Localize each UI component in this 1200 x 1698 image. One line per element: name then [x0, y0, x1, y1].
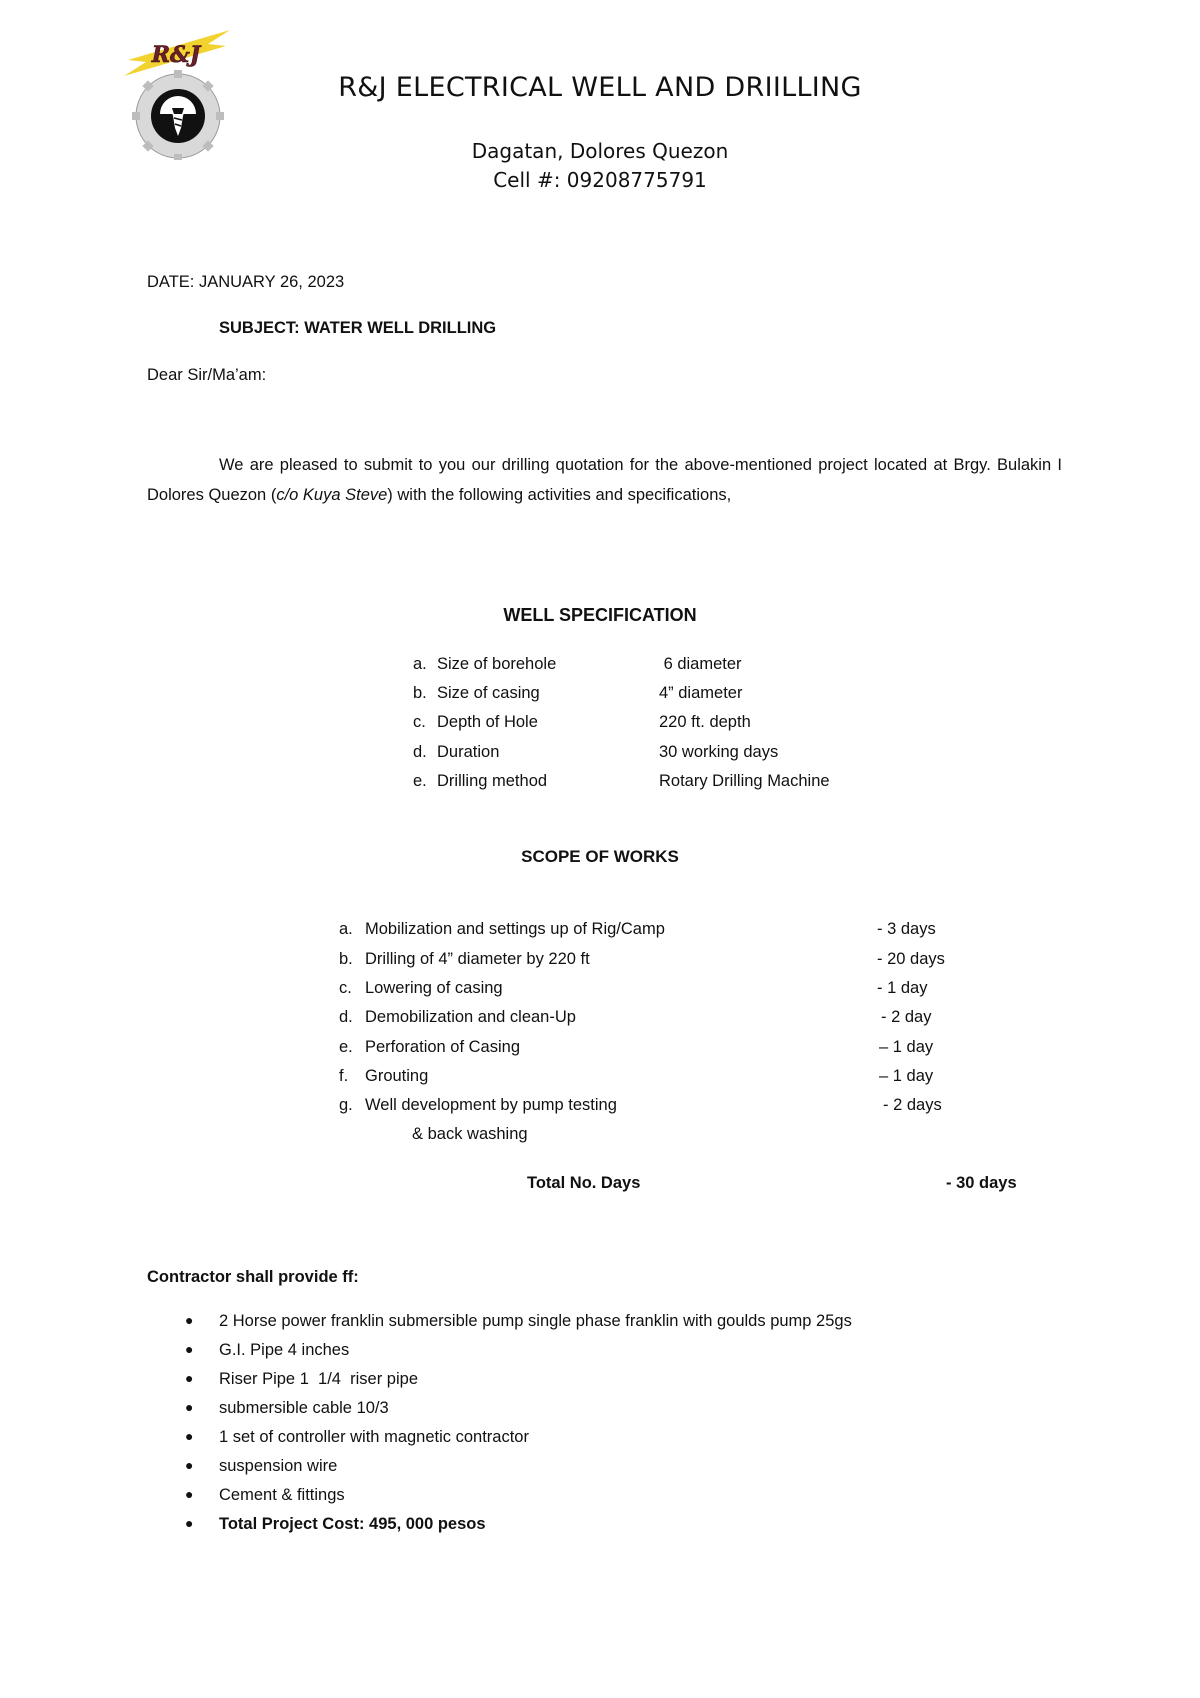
contractor-item: ● 1 set of controller with magnetic contractor: [185, 1428, 529, 1446]
company-address: Dagatan, Dolores Quezon: [471, 139, 729, 163]
spec-item: a. Size of borehole 6 diameter: [413, 655, 742, 673]
scope-item: g. Well development by pump testing - 2 days: [339, 1096, 942, 1114]
scope-item: a. Mobilization and settings up of Rig/Camp - 3 days: [339, 920, 936, 938]
care-of-name: c/o Kuya Steve: [276, 485, 388, 504]
letter-greeting: Dear Sir/Ma’am:: [147, 366, 267, 384]
company-name: R&J ELECTRICAL WELL AND DRIILLING: [338, 72, 862, 103]
bullet-icon: ●: [185, 1457, 194, 1473]
intro-paragraph: We are pleased to submit to you our drilling quotation for the above-mentioned project located at Brgy. Bulakin I Dolores Quezon (c/o Kuya Steve) with the following activities and specifications,: [147, 456, 1062, 504]
contractor-item: ● 2 Horse power franklin submersible pump single phase franklin with goulds pump 25gs: [185, 1312, 852, 1330]
contractor-item: ● Cement & fittings: [185, 1486, 345, 1504]
spec-item: c. Depth of Hole 220 ft. depth: [413, 713, 751, 731]
total-project-cost: ● Total Project Cost: 495, 000 pesos: [185, 1515, 486, 1533]
contractor-item: ● submersible cable 10/3: [185, 1399, 389, 1417]
spec-item: d. Duration 30 working days: [413, 743, 779, 761]
contractor-item: ● suspension wire: [185, 1457, 338, 1475]
bullet-icon: ●: [185, 1428, 194, 1444]
total-days-label: Total No. Days: [527, 1174, 641, 1192]
scope-item: f. Grouting – 1 day: [339, 1067, 934, 1085]
svg-text:R&J: R&J: [151, 42, 201, 68]
scope-of-works-heading: SCOPE OF WORKS: [521, 847, 679, 866]
bullet-icon: ●: [185, 1399, 194, 1415]
bullet-icon: ●: [185, 1515, 194, 1531]
contractor-item: ● G.I. Pipe 4 inches: [185, 1341, 350, 1359]
scope-item: d. Demobilization and clean-Up - 2 day: [339, 1008, 932, 1026]
bullet-icon: ●: [185, 1312, 194, 1328]
letter-subject: SUBJECT: WATER WELL DRILLING: [219, 319, 497, 337]
contractor-item: ● Riser Pipe 1 1/4 riser pipe: [185, 1370, 419, 1388]
scope-item-continuation: & back washing: [412, 1125, 528, 1143]
spec-item: e. Drilling method Rotary Drilling Machine: [413, 772, 830, 790]
contractor-provides-heading: Contractor shall provide ff:: [147, 1268, 359, 1286]
letter-date: DATE: JANUARY 26, 2023: [147, 273, 345, 291]
company-cell-number: Cell #: 09208775791: [493, 168, 707, 192]
well-specification-heading: WELL SPECIFICATION: [503, 605, 697, 625]
scope-item: e. Perforation of Casing – 1 day: [339, 1038, 934, 1056]
bullet-icon: ●: [185, 1370, 194, 1386]
scope-item: c. Lowering of casing - 1 day: [339, 979, 928, 997]
spec-item: b. Size of casing 4” diameter: [413, 684, 743, 702]
scope-item: b. Drilling of 4” diameter by 220 ft - 20 days: [339, 950, 945, 968]
total-days-value: - 30 days: [946, 1174, 1017, 1192]
bullet-icon: ●: [185, 1341, 194, 1357]
bullet-icon: ●: [185, 1486, 194, 1502]
